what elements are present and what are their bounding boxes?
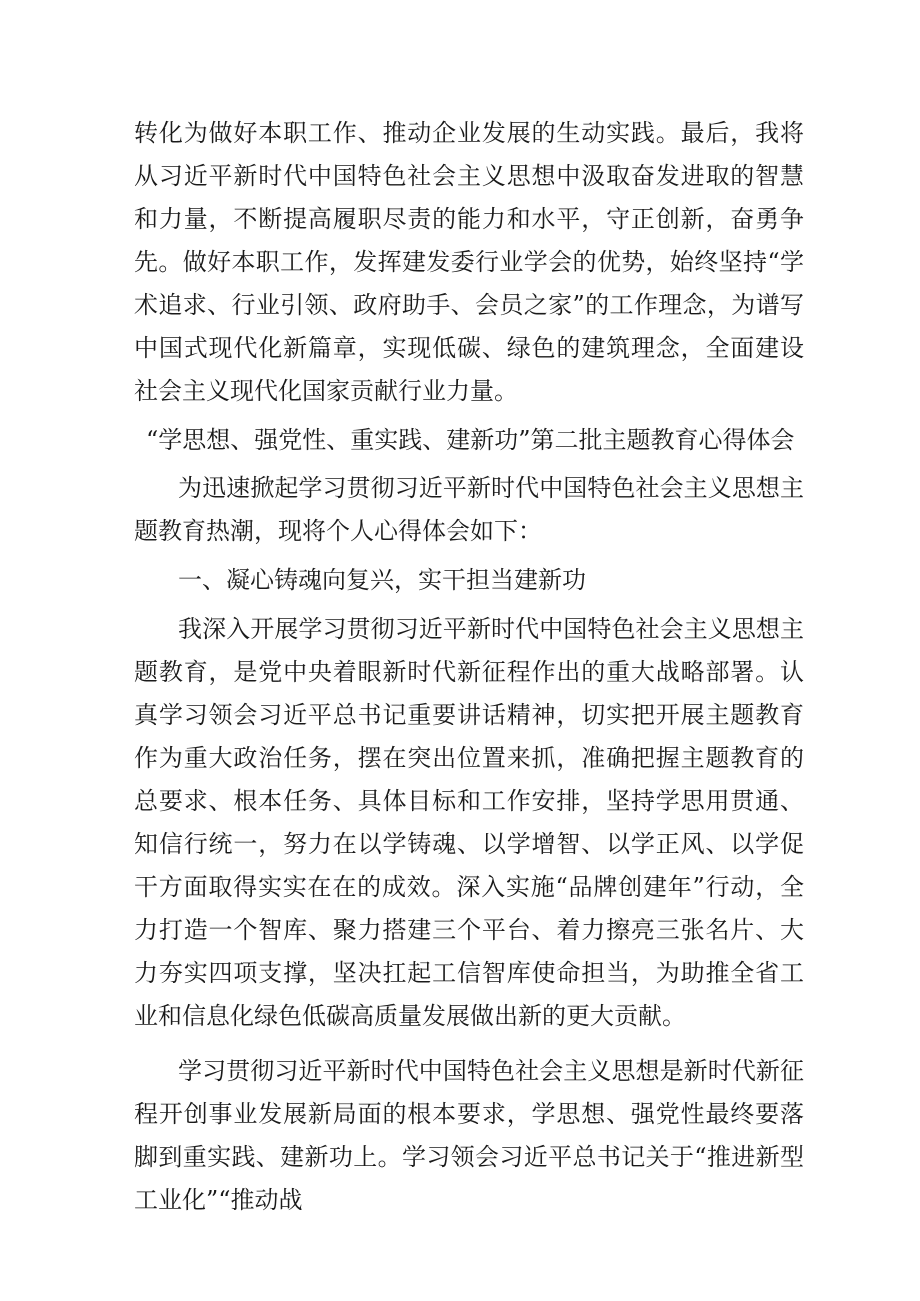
section-heading-1: 一、凝心铸魂向复兴，实干担当建新功 [178,566,586,594]
document-body [134,112,804,1222]
article-title: “学思想、强党性、重实践、建新功”第二批主题教育心得体会 [146,426,795,454]
paragraph-closing: 转化为做好本职工作、推动企业发展的生动实践。最后，我将从习近平新时代中国特色社会主义思想中汲取奋发进取的智慧和力量，不断提高履职尽责的能力和水平，守正创新，奋勇争先。做好本职工作，发挥建发委行业学会的优势，始终坚持“学术追求、行业引领、政府助手、会员之家”的工作理念，为谱写中国式现代化新篇章，实现低碳、绿色的建筑理念，全面建设社会主义现代化国家贡献行业力量。 [134,119,804,405]
paragraph-body-1: 我深入开展学习贯彻习近平新时代中国特色社会主义思想主题教育，是党中央着眼新时代新征程作出的重大战略部署。认真学习领会习近平总书记重要讲话精神，切实把开展主题教育作为重大政治任务，摆在突出位置来抓，准确把握主题教育的总要求、根本任务、具体目标和工作安排，坚持学思用贯通、知信行统一，努力在以学铸魂、以学增智、以学正风、以学促干方面取得实实在在的成效。深入实施“品牌创建年”行动，全力打造一个智库、聚力搭建三个平台、着力擦亮三张名片、大力夯实四项支撑，坚决扛起工信智库使命担当，为助推全省工业和信息化绿色低碳高质量发展做出新的更大贡献。 [134,615,804,1030]
paragraph-body-2: 学习贯彻习近平新时代中国特色社会主义思想是新时代新征程开创事业发展新局面的根本要求，学思想、强党性最终要落脚到重实践、建新功上。学习领会习近平总书记关于“推进新型工业化”“推动战 [134,1057,804,1214]
paragraph-intro: 为迅速掀起学习贯彻习近平新时代中国特色社会主义思想主题教育热潮，现将个人心得体会如下： [134,474,804,545]
